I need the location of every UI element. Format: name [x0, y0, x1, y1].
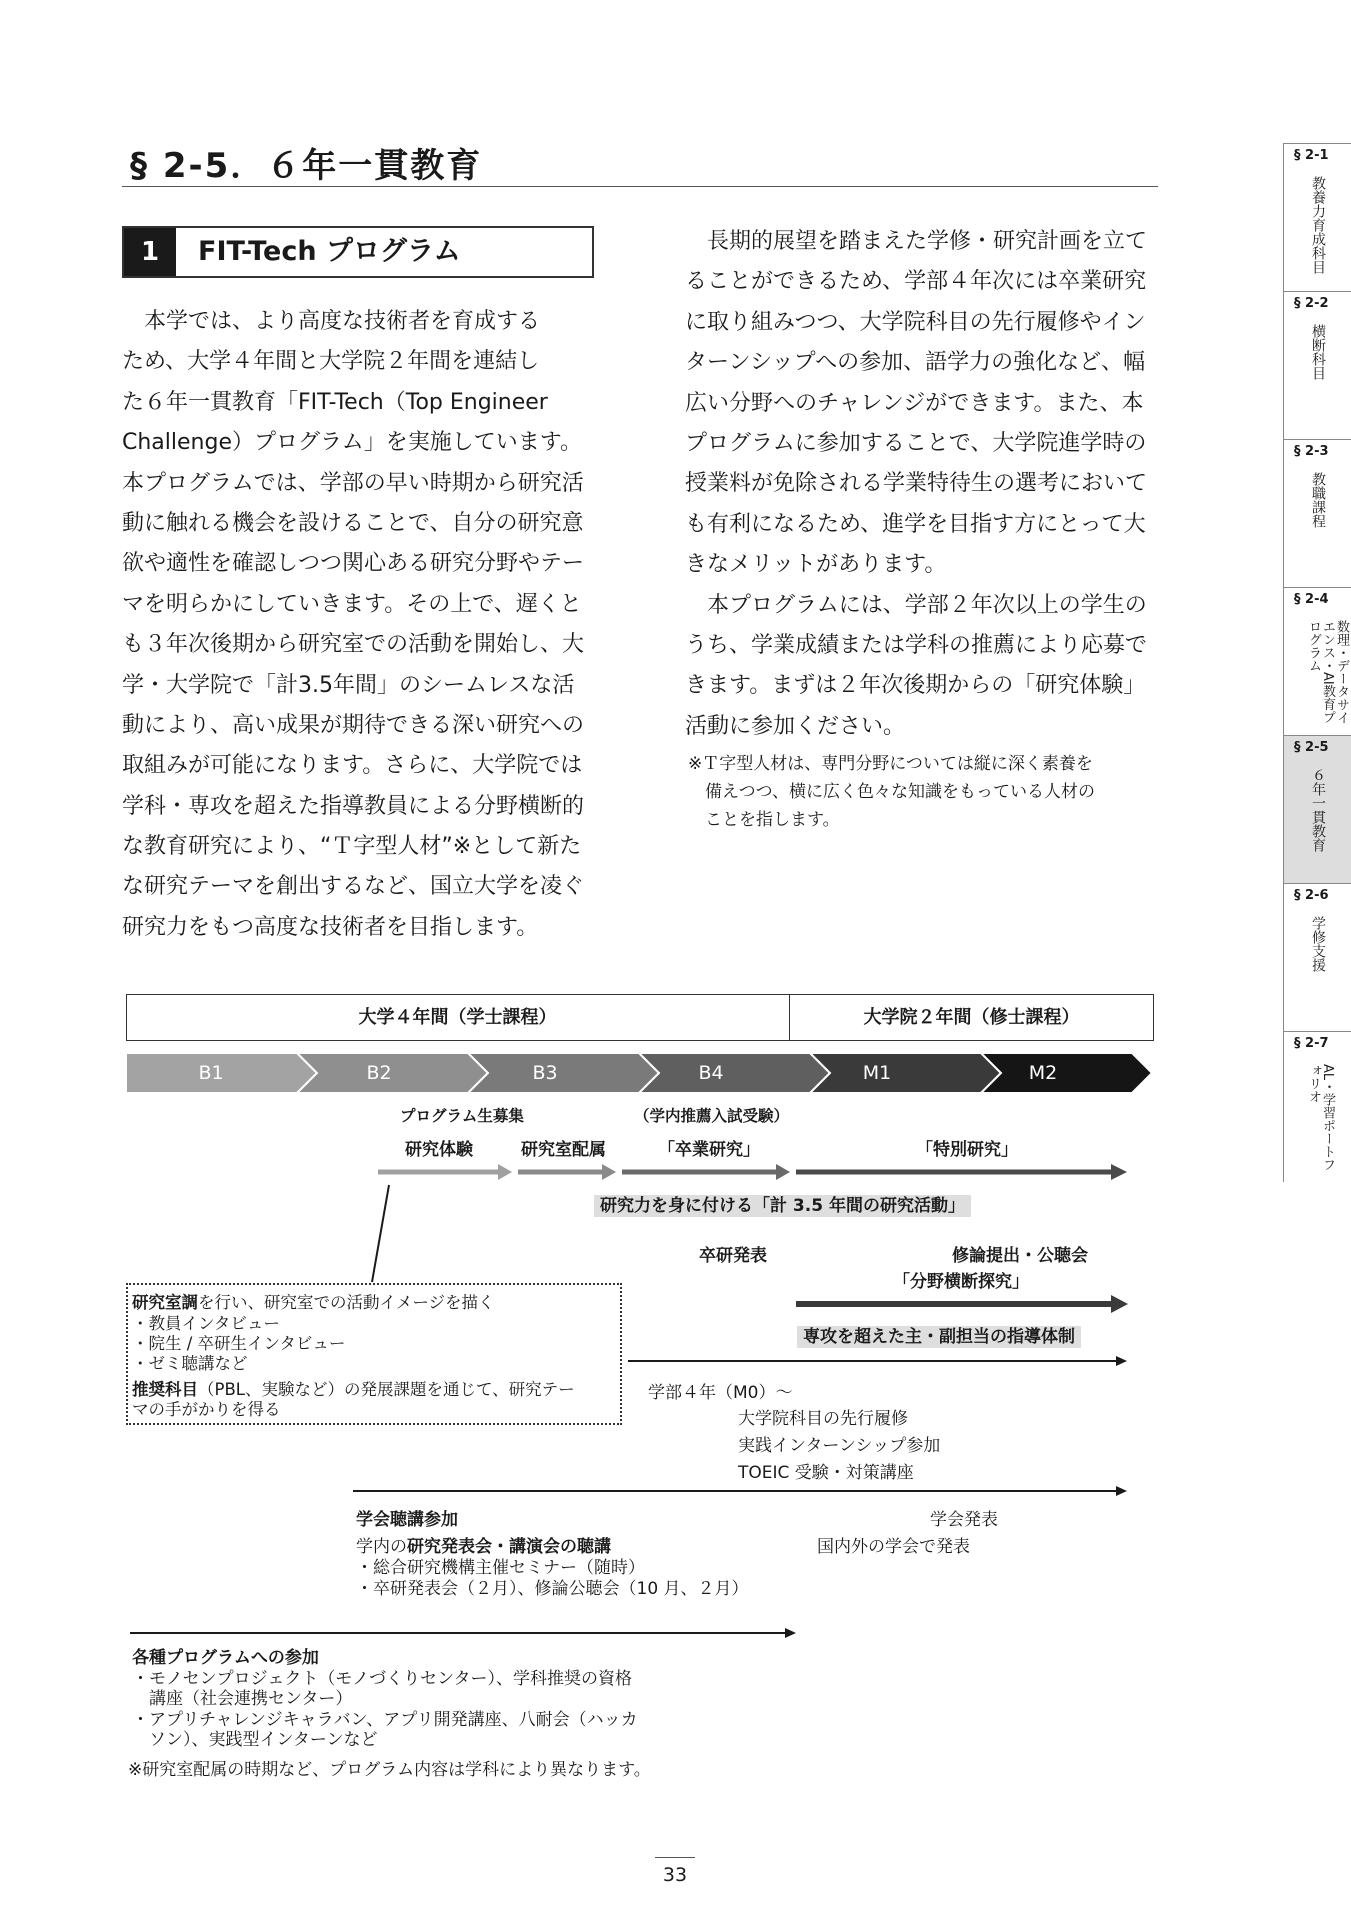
- paragraph-line: も３年次後期から研究室での活動を開始し、大: [122, 632, 585, 658]
- conference-present-detail: 国内外の学会で発表: [817, 1537, 970, 1557]
- lab-box-text: を行い、研究室での活動イメージを描く: [198, 1293, 495, 1312]
- lab-box-bold: 研究室調: [132, 1293, 198, 1312]
- arrow-head: [1116, 1356, 1127, 1366]
- index-tab-label: AL・学習ポートフォリオ: [1306, 1064, 1335, 1172]
- program-recruit-label: プログラム生募集: [400, 1107, 524, 1125]
- stage-label-b2: B2: [366, 1062, 392, 1084]
- paragraph-line: うち、学業成績または学科の推薦により応募で: [685, 632, 1148, 658]
- diagram-note: ※研究室配属の時期など、プログラム内容は学科により異なります。: [128, 1760, 651, 1780]
- paragraph-line: 欲や適性を確認しつつ関心ある研究分野やテー: [122, 551, 585, 577]
- m0-item: 大学院科目の先行履修: [738, 1409, 908, 1429]
- paragraph-line: 動により、高い成果が期待できる深い研究への: [122, 712, 585, 738]
- paragraph-line: た６年一貫教育「FIT-Tech（Top Engineer: [122, 389, 548, 415]
- m0-item: 実践インターンシップ参加: [738, 1436, 941, 1456]
- paragraph-line: ため、大学４年間と大学院２年間を連結し: [122, 349, 540, 375]
- cross-field-label: 「分野横断探究」: [893, 1272, 1029, 1292]
- exam-label: （学内推薦入試受験）: [634, 1107, 790, 1125]
- lab-box-line: マの手がかりを得る: [132, 1400, 281, 1419]
- paragraph-line: 広い分野へのチャレンジができます。また、本: [685, 390, 1144, 416]
- index-tab-number: § 2-4: [1294, 592, 1329, 607]
- thesis-hearing-label: 修論提出・公聴会: [952, 1246, 1088, 1266]
- index-tab-number: § 2-2: [1294, 296, 1329, 311]
- conference-text: 学内の: [356, 1537, 407, 1557]
- programs-item: ・アプリチャレンジキャラバン、アプリ開発講座、八耐会（ハッカ: [132, 1710, 638, 1730]
- conference-item: ・卒研発表会（２月）、修論公聴会（10 月、２月）: [356, 1579, 749, 1599]
- paragraph-line: な研究テーマを創出するなど、国立大学を凌ぐ: [122, 874, 585, 900]
- arrow-head: [498, 1164, 512, 1180]
- paragraph-line: ターンシップへの参加、語学力の強化など、幅: [685, 350, 1146, 376]
- paragraph-line: マを明らかにしていきます。その上で、遅くと: [122, 591, 582, 617]
- programs-item: 講座（社会連携センター）: [132, 1689, 353, 1709]
- conference-attend-label: 学会聴講参加: [356, 1510, 458, 1530]
- arrow-head: [1111, 1295, 1128, 1313]
- conference-bold: 研究発表会・講演会の聴講: [407, 1537, 611, 1557]
- section-number: 1: [124, 228, 176, 276]
- index-tab-label: ６年一貫教育: [1310, 768, 1326, 852]
- arrow-head: [785, 1628, 796, 1638]
- page-number-rule: [655, 1857, 695, 1858]
- footnote-line: ことを指します。: [688, 810, 840, 830]
- index-tab-number: § 2-5: [1294, 740, 1329, 755]
- footnote-line: ※Ｔ字型人材は、専門分野については縦に深く素養を: [688, 754, 1093, 774]
- stage-label-b3: B3: [532, 1062, 558, 1084]
- paragraph-line: 学・大学院で「計3.5年間」のシームレスな活: [122, 672, 575, 698]
- lab-box-item: ・院生 / 卒研生インタビュー: [132, 1334, 346, 1353]
- paragraph-line: 長期的展望を踏まえた学修・研究計画を立て: [685, 229, 1148, 254]
- index-tab-label: 教職課程: [1310, 472, 1326, 528]
- paragraph-line: も有利になるため、進学を目指す方にとって大: [685, 511, 1146, 537]
- paragraph-line: きます。まずは２年次後期からの「研究体験」: [685, 673, 1146, 699]
- paragraph-line: 取組みが可能になります。さらに、大学院では: [122, 753, 583, 779]
- paragraph-line: きなメリットがあります。: [685, 552, 947, 578]
- paragraph-line: 活動に参加ください。: [685, 713, 906, 739]
- paragraph-line: 本プログラムには、学部２年次以上の学生の: [685, 592, 1147, 618]
- paragraph-line: 本プログラムでは、学部の早い時期から研究活: [122, 470, 584, 496]
- index-tab-label: 数理・データサイエンス・AI教育プログラム: [1306, 620, 1349, 724]
- period-grad: 大学院２年間（修士課程）: [863, 1007, 1080, 1028]
- period-undergrad: 大学４年間（学士課程）: [358, 1007, 557, 1028]
- stage-label-m2: M2: [1028, 1062, 1058, 1084]
- paragraph-line: 本学では、より高度な技術者を育成する: [122, 309, 541, 334]
- index-tab-label: 横断科目: [1310, 324, 1326, 380]
- m0-item: TOEIC 受験・対策講座: [738, 1463, 914, 1483]
- stage-label-b4: B4: [698, 1062, 724, 1084]
- advisor-system-text: 専攻を超えた主・副担当の指導体制: [797, 1326, 1081, 1348]
- index-tab-label: 学修支援: [1310, 916, 1326, 972]
- index-tab-number: § 2-6: [1294, 888, 1329, 903]
- research-arrows: [378, 1164, 1127, 1180]
- m0-title: 学部４年（M0）～: [648, 1383, 793, 1403]
- footnote-line: 備えつつ、横に広く色々な知識をもっている人材の: [688, 782, 1095, 802]
- graduation-presentation-label: 卒研発表: [699, 1246, 767, 1266]
- arrow-head: [776, 1164, 790, 1180]
- arrow-head: [1116, 1486, 1127, 1496]
- index-tab-label: 教養力育成科目: [1310, 176, 1326, 274]
- lab-box-item: ・ゼミ聴講など: [132, 1354, 248, 1373]
- special-research-label: 「特別研究」: [916, 1140, 1018, 1160]
- lab-box-item: ・教員インタビュー: [132, 1314, 280, 1333]
- conference-present-label: 学会発表: [930, 1510, 998, 1530]
- research-experience-label: 研究体験: [405, 1140, 473, 1160]
- programs-item: ソン）、実践型インターンなど: [132, 1730, 378, 1750]
- arrow-head: [1111, 1164, 1127, 1180]
- programs-title: 各種プログラムへの参加: [132, 1648, 319, 1668]
- section-title: FIT-Tech プログラム: [198, 236, 461, 267]
- stage-label-m1: M1: [862, 1062, 892, 1084]
- index-tab-number: § 2-7: [1294, 1036, 1329, 1051]
- page-number: 33: [662, 1864, 688, 1886]
- conference-item: ・総合研究機構主催セミナー（随時）: [356, 1558, 645, 1578]
- paragraph-line: プログラムに参加することで、大学院進学時の: [685, 430, 1147, 456]
- research-period-label: [594, 1191, 971, 1216]
- programs-item: ・モノセンプロジェクト（モノづくりセンター）、学科推奨の資格: [132, 1669, 632, 1689]
- index-tab-number: § 2-3: [1294, 444, 1329, 459]
- research-period-text: 研究力を身に付ける「計 3.5 年間の研究活動」: [594, 1195, 971, 1217]
- paragraph-line: ることができるため、学部４年次には卒業研究: [685, 269, 1147, 295]
- advisor-system-label: [797, 1322, 1081, 1347]
- graduation-research-label: 「卒業研究」: [658, 1140, 760, 1160]
- connector-line: [372, 1185, 389, 1282]
- paragraph-line: 研究力をもつ高度な技術者を目指します。: [122, 914, 539, 940]
- arrow-head: [602, 1164, 616, 1180]
- page-title: § 2-5．６年一貫教育: [130, 146, 483, 186]
- lab-assignment-label: 研究室配属: [521, 1140, 606, 1160]
- paragraph-line: 授業料が免除される学業特待生の選考において: [685, 471, 1148, 497]
- index-tab-number: § 2-1: [1294, 148, 1329, 163]
- paragraph-line: 動に触れる機会を設けることで、自分の研究意: [122, 510, 584, 536]
- paragraph-line: Challenge）プログラム」を実施しています。: [122, 430, 583, 456]
- paragraph-line: 学科・専攻を超えた指導教員による分野横断的: [122, 793, 585, 819]
- stage-label-b1: B1: [198, 1062, 224, 1084]
- lab-box-text: （PBL、実験など）の発展課題を通じて、研究テー: [198, 1380, 575, 1399]
- paragraph-line: に取り組みつつ、大学院科目の先行履修やイン: [685, 309, 1146, 335]
- lab-box-bold: 推奨科目: [132, 1380, 198, 1399]
- paragraph-line: な教育研究により、“Ｔ字型人材”※として新た: [122, 834, 582, 860]
